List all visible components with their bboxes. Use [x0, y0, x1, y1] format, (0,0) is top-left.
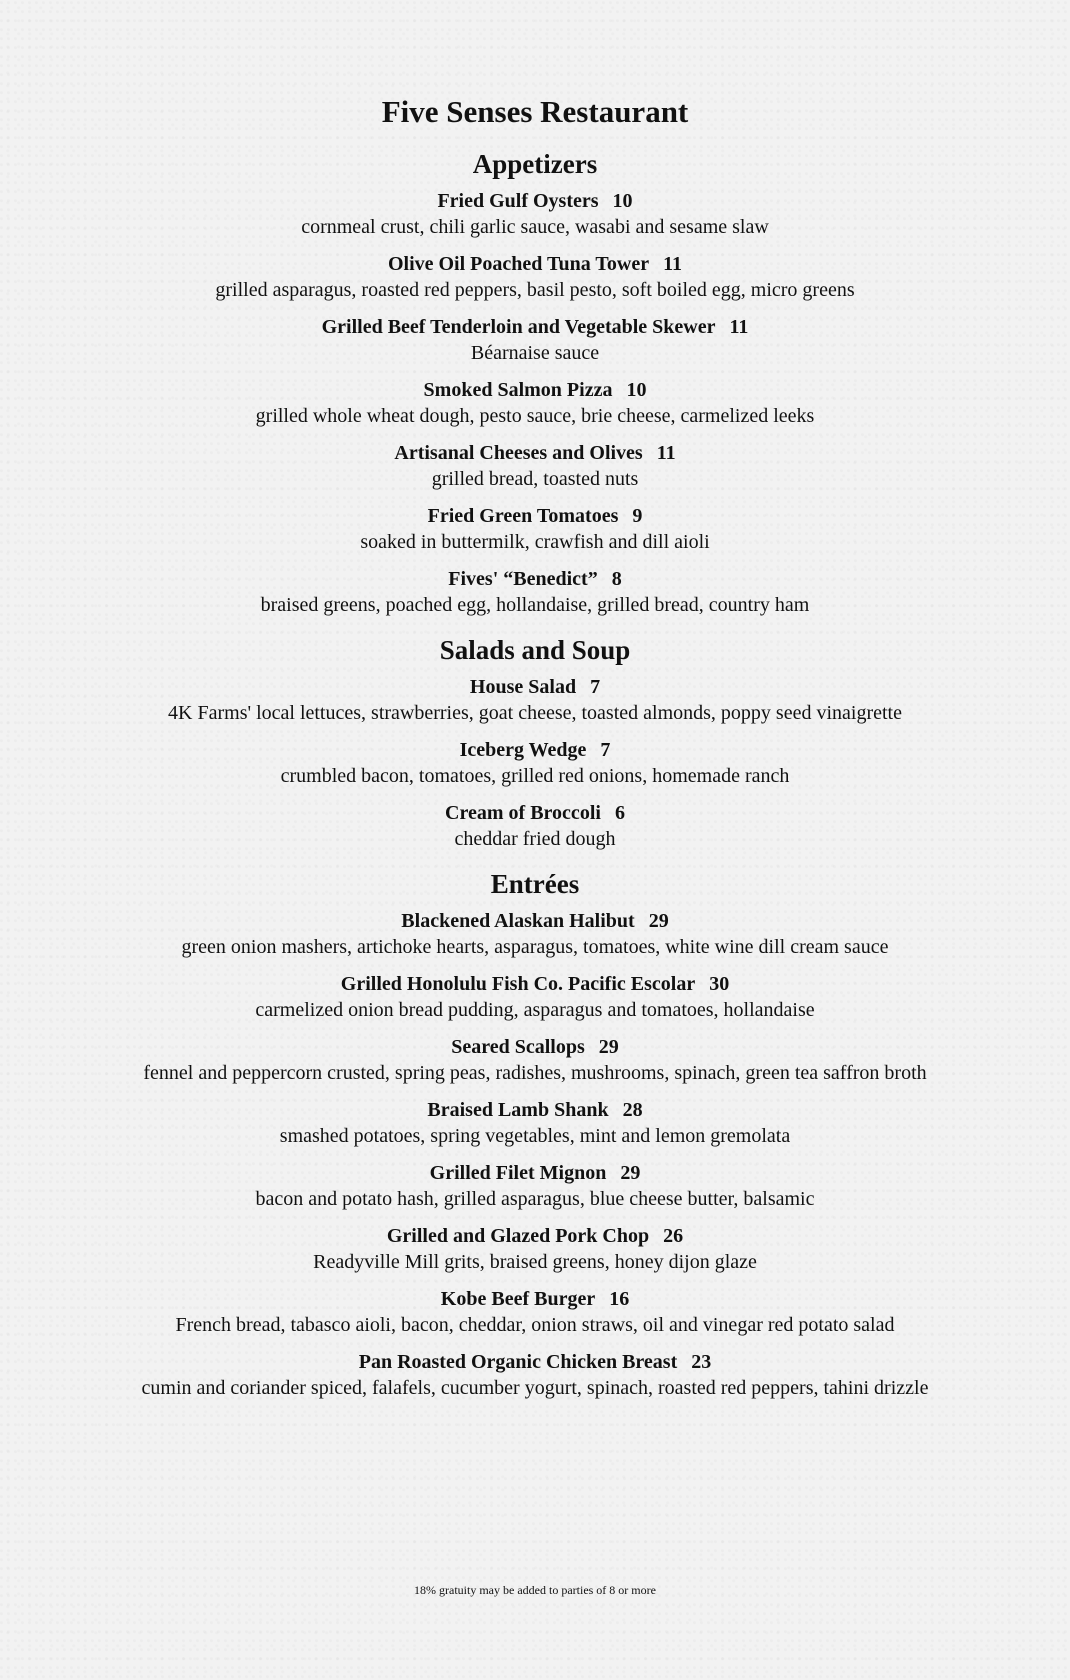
menu-item-heading — [0, 1160, 1070, 1186]
menu-item-price: 29 — [620, 1162, 641, 1184]
menu-item-price: 28 — [622, 1099, 643, 1121]
menu-item — [0, 251, 1070, 303]
menu-item-name: Grilled and Glazed Pork Chop — [386, 1225, 650, 1247]
menu-item-name: Braised Lamb Shank — [427, 1099, 609, 1121]
menu-item-heading — [0, 971, 1070, 997]
menu-item-description: cumin and coriander spiced, falafels, cucumber yogurt, spinach, roasted red peppers, tahini drizzle — [141, 1377, 929, 1399]
menu-item — [0, 503, 1070, 555]
menu-item-name: Smoked Salmon Pizza — [423, 379, 613, 401]
menu-item-price: 30 — [709, 973, 730, 995]
menu-item-description: bacon and potato hash, grilled asparagus, blue cheese butter, balsamic — [255, 1188, 815, 1210]
section-title: Salads and Soup — [439, 635, 631, 665]
menu-item — [0, 314, 1070, 366]
menu-item-price: 29 — [598, 1036, 619, 1058]
menu-item-name: Grilled Filet Mignon — [429, 1162, 607, 1184]
menu-item-heading — [0, 314, 1070, 340]
menu-item-description: carmelized onion bread pudding, asparagus and tomatoes, hollandaise — [255, 999, 815, 1021]
menu-item-name: Iceberg Wedge — [459, 739, 587, 761]
menu-item-name: Pan Roasted Organic Chicken Breast — [358, 1351, 678, 1373]
menu-item-price: 8 — [611, 568, 622, 590]
menu-item-heading — [0, 908, 1070, 934]
menu-item-description: soaked in buttermilk, crawfish and dill aioli — [360, 531, 710, 553]
menu-item — [0, 1223, 1070, 1275]
menu-item-heading — [0, 1223, 1070, 1249]
menu-item-description: green onion mashers, artichoke hearts, asparagus, tomatoes, white wine dill cream sauce — [181, 936, 889, 958]
menu-content — [0, 92, 1070, 1412]
menu-section — [0, 632, 1070, 852]
menu-item-name: Artisanal Cheeses and Olives — [394, 442, 643, 464]
menu-item — [0, 1097, 1070, 1149]
menu-item-name: House Salad — [469, 676, 577, 698]
menu-item-price: 26 — [663, 1225, 684, 1247]
menu-item-heading — [0, 674, 1070, 700]
menu-item — [0, 440, 1070, 492]
menu-item — [0, 674, 1070, 726]
menu-item-name: Grilled Beef Tenderloin and Vegetable Skewer — [321, 316, 716, 338]
menu-item-name: Olive Oil Poached Tuna Tower — [387, 253, 650, 275]
menu-item-description: 4K Farms' local lettuces, strawberries, goat cheese, toasted almonds, poppy seed vinaigrette — [168, 702, 902, 724]
menu-item — [0, 188, 1070, 240]
menu-item-name: Blackened Alaskan Halibut — [401, 910, 635, 932]
menu-item-name: Cream of Broccoli — [445, 802, 601, 824]
menu-item-description: braised greens, poached egg, hollandaise, grilled bread, country ham — [260, 594, 810, 616]
menu-item — [0, 1349, 1070, 1401]
menu-item-description: cornmeal crust, chili garlic sauce, wasabi and sesame slaw — [301, 216, 769, 238]
menu-item-heading — [0, 440, 1070, 466]
menu-item-name: Fried Gulf Oysters — [437, 190, 599, 212]
menu-item-heading — [0, 737, 1070, 763]
menu-item-price: 29 — [648, 910, 669, 932]
menu-item-heading — [0, 251, 1070, 277]
section-title: Entrées — [490, 869, 580, 899]
menu-item-name: Kobe Beef Burger — [440, 1288, 596, 1310]
menu-item-heading — [0, 1286, 1070, 1312]
menu-item — [0, 377, 1070, 429]
menu-item-price: 16 — [609, 1288, 630, 1310]
menu-item-description: Béarnaise sauce — [470, 342, 600, 364]
menu-item-name: Seared Scallops — [451, 1036, 585, 1058]
menu-section — [0, 146, 1070, 618]
menu-item-price: 9 — [632, 505, 643, 527]
menu-item — [0, 566, 1070, 618]
menu-item-description: grilled asparagus, roasted red peppers, basil pesto, soft boiled egg, micro greens — [215, 279, 855, 301]
menu-item-description: grilled bread, toasted nuts — [431, 468, 639, 490]
section-title: Appetizers — [472, 149, 598, 179]
menu-item — [0, 1160, 1070, 1212]
menu-item-heading — [0, 800, 1070, 826]
menu-item-price: 7 — [590, 676, 601, 698]
menu-item-name: Grilled Honolulu Fish Co. Pacific Escolar — [340, 973, 696, 995]
menu-sections — [0, 146, 1070, 1401]
menu-item-heading — [0, 1349, 1070, 1375]
menu-item-name: Fives' “Benedict” — [448, 568, 598, 590]
menu-item — [0, 908, 1070, 960]
menu-item-heading — [0, 188, 1070, 214]
menu-item-price: 23 — [691, 1351, 712, 1373]
menu-item-price: 10 — [612, 190, 633, 212]
menu-item-description: grilled whole wheat dough, pesto sauce, brie cheese, carmelized leeks — [255, 405, 815, 427]
menu-item-heading — [0, 1034, 1070, 1060]
menu-item-heading — [0, 377, 1070, 403]
menu-item — [0, 1286, 1070, 1338]
menu-item-heading — [0, 1097, 1070, 1123]
menu-item-price: 10 — [626, 379, 647, 401]
menu-item-description: French bread, tabasco aioli, bacon, cheddar, onion straws, oil and vinegar red potato salad — [175, 1314, 895, 1336]
menu-item-price: 7 — [600, 739, 611, 761]
menu-item — [0, 971, 1070, 1023]
menu-section — [0, 866, 1070, 1401]
menu-item-description: smashed potatoes, spring vegetables, mint and lemon gremolata — [279, 1125, 791, 1147]
menu-item-description: cheddar fried dough — [454, 828, 616, 850]
menu-item-heading — [0, 503, 1070, 529]
gratuity-note: 18% gratuity may be added to parties of 8 or more — [414, 1583, 656, 1597]
menu-item — [0, 737, 1070, 789]
menu-item — [0, 1034, 1070, 1086]
restaurant-title: Five Senses Restaurant — [381, 94, 689, 129]
menu-item-description: crumbled bacon, tomatoes, grilled red onions, homemade ranch — [280, 765, 790, 787]
menu-item-price: 6 — [614, 802, 625, 824]
menu-item-price: 11 — [656, 442, 676, 464]
menu-item-heading — [0, 566, 1070, 592]
menu-item-price: 11 — [729, 316, 749, 338]
menu-item-description: fennel and peppercorn crusted, spring peas, radishes, mushrooms, spinach, green tea saffron broth — [143, 1062, 927, 1084]
menu-item-description: Readyville Mill grits, braised greens, honey dijon glaze — [313, 1251, 757, 1273]
menu-item-name: Fried Green Tomatoes — [427, 505, 619, 527]
menu-item — [0, 800, 1070, 852]
menu-item-price: 11 — [663, 253, 683, 275]
